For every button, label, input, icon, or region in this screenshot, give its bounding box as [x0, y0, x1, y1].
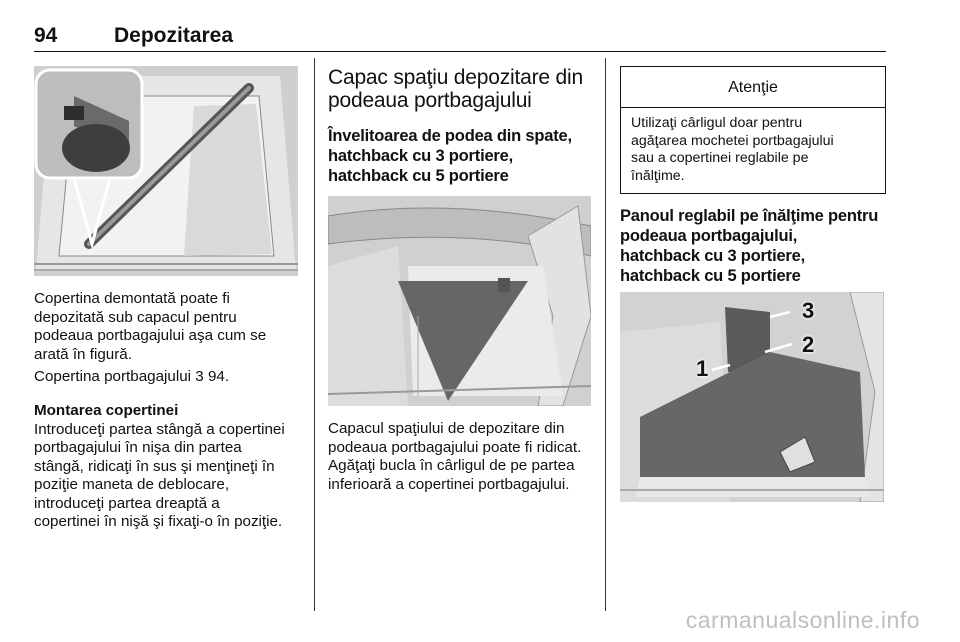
- reference-page: 94.: [207, 368, 230, 385]
- cargo-cover-caption: [34, 290, 309, 387]
- arrow-right-icon: 3: [195, 368, 204, 385]
- mounting-section: [34, 402, 309, 532]
- storage-cover-heading: [328, 66, 600, 112]
- cargo-cover-stowed-photo: [34, 66, 298, 276]
- subheading-line: hatchback cu 5 portiere: [328, 167, 509, 185]
- adjustable-floor-subheading: [620, 206, 890, 286]
- subheading-line: hatchback cu 3 portiere,: [328, 147, 514, 165]
- warning-line: agăţarea mochetei portbagajului: [631, 132, 834, 149]
- subheading-line: hatchback cu 5 portiere: [620, 267, 801, 285]
- caption-line: depozitată sub capacul pentru: [34, 308, 237, 326]
- callout-2: 2: [802, 332, 815, 357]
- subheading-line: Panoul reglabil pe înălţime pentru: [620, 207, 879, 225]
- cross-reference[interactable]: [34, 368, 309, 387]
- body-line: introduceţi partea dreaptă a: [34, 494, 220, 512]
- reference-text: Copertina portbagajului: [34, 368, 192, 385]
- warning-box: [620, 66, 886, 194]
- subheading-line: hatchback cu 3 portiere,: [620, 247, 806, 265]
- floor-cover-raised-photo: [328, 196, 591, 406]
- body-line: portbagajului în nişa din partea: [34, 439, 242, 456]
- body-line: poziţie maneta de deblocare,: [34, 476, 230, 493]
- caption-line: arată în figură.: [34, 345, 132, 363]
- warning-line: sau a copertinei reglabile pe: [631, 150, 809, 166]
- caption-line: Copertina demontată poate fi: [34, 290, 230, 307]
- warning-body: [621, 108, 885, 192]
- warning-line: Utilizaţi cârligul doar pentru: [631, 115, 803, 131]
- floor-cover-subheading: [328, 126, 600, 186]
- subheading-line: Învelitoarea de podea din spate,: [328, 127, 572, 145]
- body-line: Agăţaţi bucla în cârligul de pe partea: [328, 457, 575, 474]
- heading-line: Capac spaţiu depozitare din: [328, 66, 583, 89]
- watermark: carmanualsonline.info: [685, 607, 920, 633]
- heading-line: podeaua portbagajului: [328, 89, 532, 112]
- body-line: Introduceţi partea stângă a copertinei: [34, 420, 285, 438]
- warning-title: Atenţie: [621, 67, 885, 108]
- body-line: copertinei în nişă şi fixaţi-o în poziţie.: [34, 513, 283, 530]
- column-divider-left: [314, 58, 315, 611]
- warning-line: înălţime.: [631, 167, 685, 184]
- page-title: Depozitarea: [114, 24, 234, 47]
- page-header: [34, 24, 886, 52]
- body-line: Capacul spaţiului de depozitare din: [328, 420, 565, 437]
- column-divider-right: [605, 58, 606, 611]
- page-number: 94: [34, 24, 58, 47]
- callout-1: 1: [696, 356, 709, 381]
- body-line: podeaua portbagajului poate fi ridicat.: [328, 438, 582, 456]
- body-line: stângă, ridicaţi în sus şi menţineţi în: [34, 457, 275, 475]
- floor-cover-body: [328, 420, 600, 494]
- callout-3: 3: [802, 298, 815, 323]
- subheading-line: podeaua portbagajului,: [620, 227, 798, 245]
- body-line: inferioară a copertinei portbagajului.: [328, 475, 570, 493]
- caption-line: podeaua portbagajului aşa cum se: [34, 327, 267, 344]
- section-title: Montarea copertinei: [34, 402, 179, 419]
- adjustable-floor-photo: [620, 292, 884, 502]
